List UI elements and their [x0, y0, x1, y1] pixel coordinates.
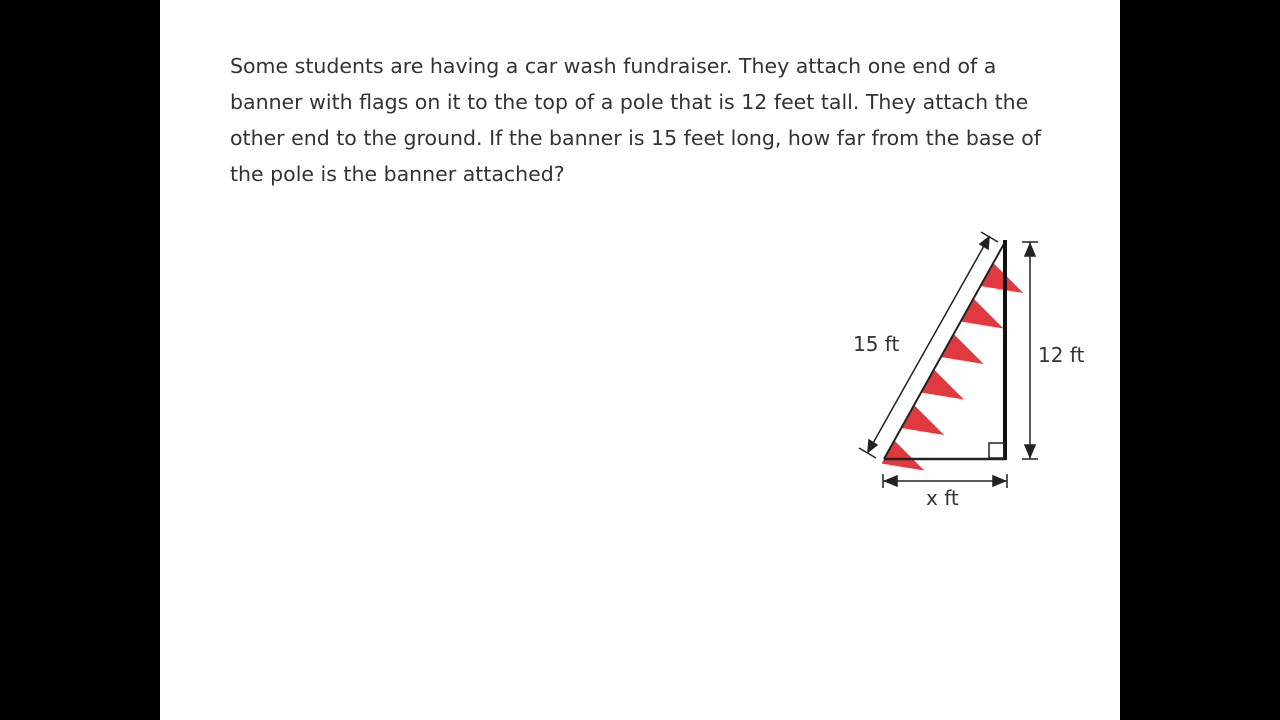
- problem-line: other end to the ground. If the banner is 15 feet long, how far from the base of: [230, 126, 1041, 150]
- flag: [901, 405, 944, 435]
- flag: [921, 370, 964, 400]
- banner-flags: [881, 263, 1023, 471]
- hypotenuse-label: 15 ft: [853, 332, 900, 356]
- banner-line: [884, 242, 1005, 459]
- problem-line: the pole is the banner attached?: [230, 162, 565, 186]
- flag: [941, 334, 984, 364]
- flag: [881, 441, 924, 471]
- flag: [961, 299, 1004, 329]
- height-label: 12 ft: [1038, 343, 1085, 367]
- height-dimension: [1022, 242, 1038, 459]
- flag: [980, 263, 1023, 293]
- base-label: x ft: [926, 486, 959, 510]
- problem-line: Some students are having a car wash fundraiser. They attach one end of a: [230, 54, 997, 78]
- problem-line: banner with flags on it to the top of a pole that is 12 feet tall. They attach the: [230, 90, 1029, 114]
- right-angle-marker: [989, 443, 1004, 458]
